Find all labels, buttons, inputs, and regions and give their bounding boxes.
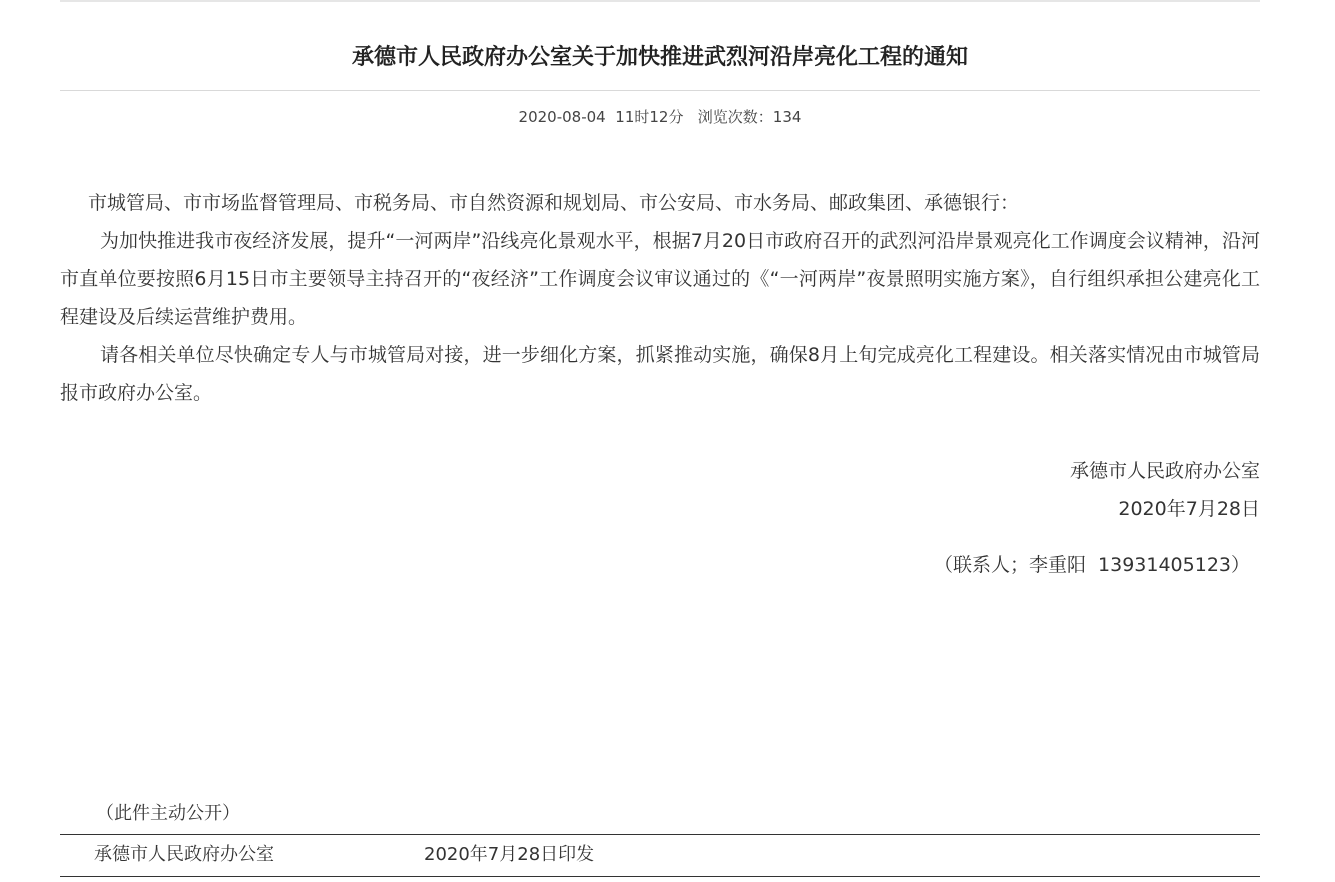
publish-time: 11时12分: [615, 108, 684, 126]
document-body: [60, 184, 1260, 412]
signature-block: [1070, 452, 1260, 528]
document-title: 承德市人民政府办公室关于加快推进武烈河沿岸亮化工程的通知: [351, 45, 968, 70]
footer-print-date: 2020年7月28日印发: [424, 844, 595, 865]
body-paragraph: 请各相关单位尽快确定专人与市城管局对接，进一步细化方案，抓紧推动实施，确保8月上旬完成亮化工程建设。相关落实情况由市城管局报市政府办公室。: [60, 344, 1260, 404]
signature-issuer: 承德市人民政府办公室: [1069, 460, 1260, 482]
publish-date: 2020-08-04: [518, 108, 606, 126]
footer-divider-top: [60, 834, 1260, 835]
document-meta: [60, 104, 1260, 130]
signature-date: 2020年7月28日: [1118, 498, 1260, 520]
top-divider: [60, 0, 1260, 2]
footer-issuer: 承德市人民政府办公室: [94, 844, 274, 865]
views-label: 浏览次数：: [697, 108, 773, 126]
footer-divider-bottom: [60, 876, 1260, 877]
public-disclosure-note: （此件主动公开）: [96, 803, 240, 824]
contact-info: （联系人；李重阳 13931405123）: [933, 554, 1250, 576]
title-divider: [60, 90, 1260, 91]
views-count: 134: [772, 108, 802, 126]
addressee-line: 市城管局、市市场监督管理局、市税务局、市自然资源和规划局、市公安局、市水务局、邮政集团、承德银行：: [88, 192, 1020, 214]
body-paragraph: 为加快推进我市夜经济发展，提升“一河两岸”沿线亮化景观水平，根据7月20日市政府召开的武烈河沿岸景观亮化工作调度会议精神，沿河市直单位要按照6月15日市主要领导主持召开的“夜经济”工作调度会议审议通过的《“一河两岸”夜景照明实施方案》，自行组织承担公建亮化工程建设及后续运营维护费用。: [60, 230, 1260, 328]
